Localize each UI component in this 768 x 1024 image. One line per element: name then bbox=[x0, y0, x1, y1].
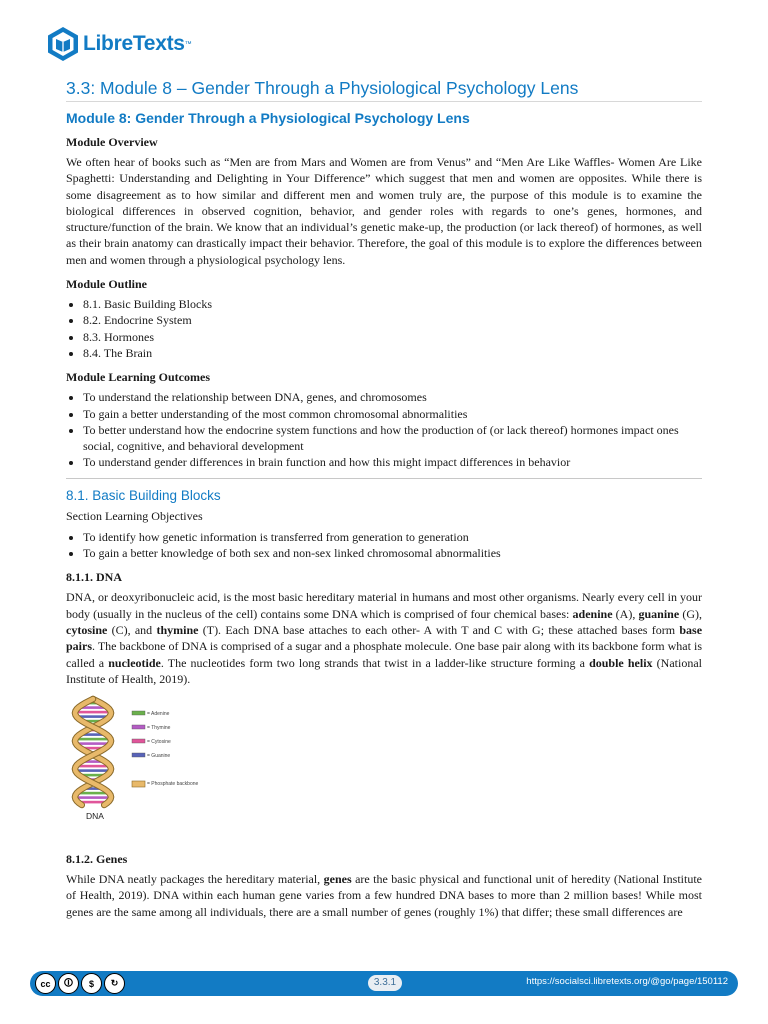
genes-heading: 8.1.2. Genes bbox=[66, 852, 128, 867]
legend-backbone: = Phosphate backbone bbox=[147, 781, 199, 788]
legend-thymine: = Thymine bbox=[147, 725, 171, 732]
legend-guanine: = Guanine bbox=[147, 753, 171, 760]
outline-item[interactable]: • 8.1. Basic Building Blocks bbox=[83, 296, 702, 312]
overview-heading: Module Overview bbox=[66, 135, 158, 149]
legend-swatch-adenine bbox=[132, 711, 145, 715]
dna-figure bbox=[66, 695, 702, 841]
dna-paragraph: DNA, or deoxyribonucleic acid, is the most basic hereditary material in humans and most other organisms. Nearly every cell in your body (usually in the nucleus of the cell) contains some DNA which is comprised of four chemical bases: adenine (A), guanine (G), cytosine (C), and thymine (T). Each DNA base attaches to each other- A with T and C with G; these attached bases form base pairs. The backbone of DNA is comprised of a sugar and a phosphate molecule. One base pair along with its backbone form what is called a nucleotide. The nucleotides form two long strands that twist in a ladder-like structure forming a double helix (National Institute of Health, 2019). bbox=[66, 590, 703, 686]
outline-heading: Module Outline bbox=[66, 277, 148, 292]
outcome-item: • To gain a better understanding of the most common chromosomal abnormalities bbox=[83, 406, 702, 422]
outline-list bbox=[66, 296, 702, 361]
legend-swatch-backbone bbox=[132, 781, 145, 787]
title-divider bbox=[66, 101, 702, 102]
outcome-item: • To understand gender differences in brain function and how this might impact differences in behavior bbox=[83, 454, 702, 470]
section-heading-8-1: 8.1. Basic Building Blocks bbox=[66, 487, 221, 503]
dna-helix-diagram bbox=[66, 695, 199, 841]
sa-icon: ↻ bbox=[104, 973, 125, 994]
outcome-item: • To understand the relationship between DNA, genes, and chromosomes bbox=[83, 389, 702, 405]
base-pair-rung bbox=[75, 711, 111, 714]
outline-item[interactable]: • 8.2. Endocrine System bbox=[83, 312, 702, 328]
base-pair-rung bbox=[75, 769, 110, 772]
brand-tm: ™ bbox=[184, 40, 192, 48]
by-icon: 🛈 bbox=[58, 973, 79, 994]
page-number: 3.3.1 bbox=[368, 975, 402, 991]
overview-paragraph: We often hear of books such as “Men are from Mars and Women are from Venus” and “Men Are Like Waffles- Women Are Like Spaghetti: Understanding and Delighting in Your Difference” which suggest that men and women are opposites. While there is some disagreement as to how similar and different men and women truly are, the purpose of this module is to examine the biological differences in observed cognition, behavior, and gender roles with regards to one’s genes, hormones, and structure/function of the brain. We know that an individual’s genetic make-up, the production (or lack thereof) of hormones, as well as their brain anatomy can drastically impact their behavior. Therefore, the goal of this module is to explore the differences between men and women through a physiological psychology lens. bbox=[66, 155, 702, 267]
section-divider bbox=[66, 478, 702, 479]
page-footer bbox=[30, 971, 738, 996]
genes-paragraph: While DNA neatly packages the hereditary material, genes are the basic physical and functional unit of heredity (National Institute of Health, 2019). DNA within each human gene varies from a few hundred DNA bases to more than 2 million bases! While most genes are the same among all individuals, there are a small number of genes (roughly 1%) that differ; these small differences are bbox=[66, 872, 702, 919]
outcomes-heading: Module Learning Outcomes bbox=[66, 370, 210, 385]
objectives-label: Section Learning Objectives bbox=[66, 508, 203, 523]
license-badge[interactable] bbox=[35, 973, 125, 994]
base-pair-rung bbox=[75, 738, 110, 741]
main-content bbox=[66, 110, 702, 926]
module-heading: Module 8: Gender Through a Physiological Psychology Lens bbox=[66, 110, 470, 126]
outcomes-list bbox=[66, 389, 702, 470]
dna-heading: 8.1.1. DNA bbox=[66, 570, 122, 585]
base-pair-rung bbox=[75, 796, 111, 799]
outline-item[interactable]: • 8.3. Hormones bbox=[83, 329, 702, 345]
cc-icon: cc bbox=[35, 973, 56, 994]
outline-item[interactable]: • 8.4. The Brain bbox=[83, 345, 702, 361]
legend-cytosine: = Cytosine bbox=[147, 739, 171, 746]
legend-adenine: = Adenine bbox=[147, 711, 170, 718]
page-url[interactable]: https://socialsci.libretexts.org/@go/page/150112 bbox=[526, 976, 728, 987]
nc-icon: $ bbox=[81, 973, 102, 994]
legend-swatch-cytosine bbox=[132, 739, 145, 743]
objective-item: • To gain a better knowledge of both sex and non-sex linked chromosomal abnormalities bbox=[83, 545, 702, 561]
legend-swatch-thymine bbox=[132, 725, 145, 729]
outcome-item: • To better understand how the endocrine system functions and how the production of (or lack thereof) hormones impact ones social, cognitive, and behavioral development bbox=[83, 422, 702, 455]
legend-swatch-guanine bbox=[132, 753, 145, 757]
libretexts-logo[interactable] bbox=[46, 26, 192, 62]
page-title: 3.3: Module 8 – Gender Through a Physiological Psychology Lens bbox=[66, 78, 579, 98]
objectives-list bbox=[66, 529, 702, 562]
libretexts-logo-icon bbox=[46, 26, 80, 62]
brand-name: LibreTexts bbox=[83, 32, 185, 55]
objective-item: • To identify how genetic information is transferred from generation to generation bbox=[83, 529, 702, 545]
dna-figure-label: DNA bbox=[86, 811, 104, 822]
